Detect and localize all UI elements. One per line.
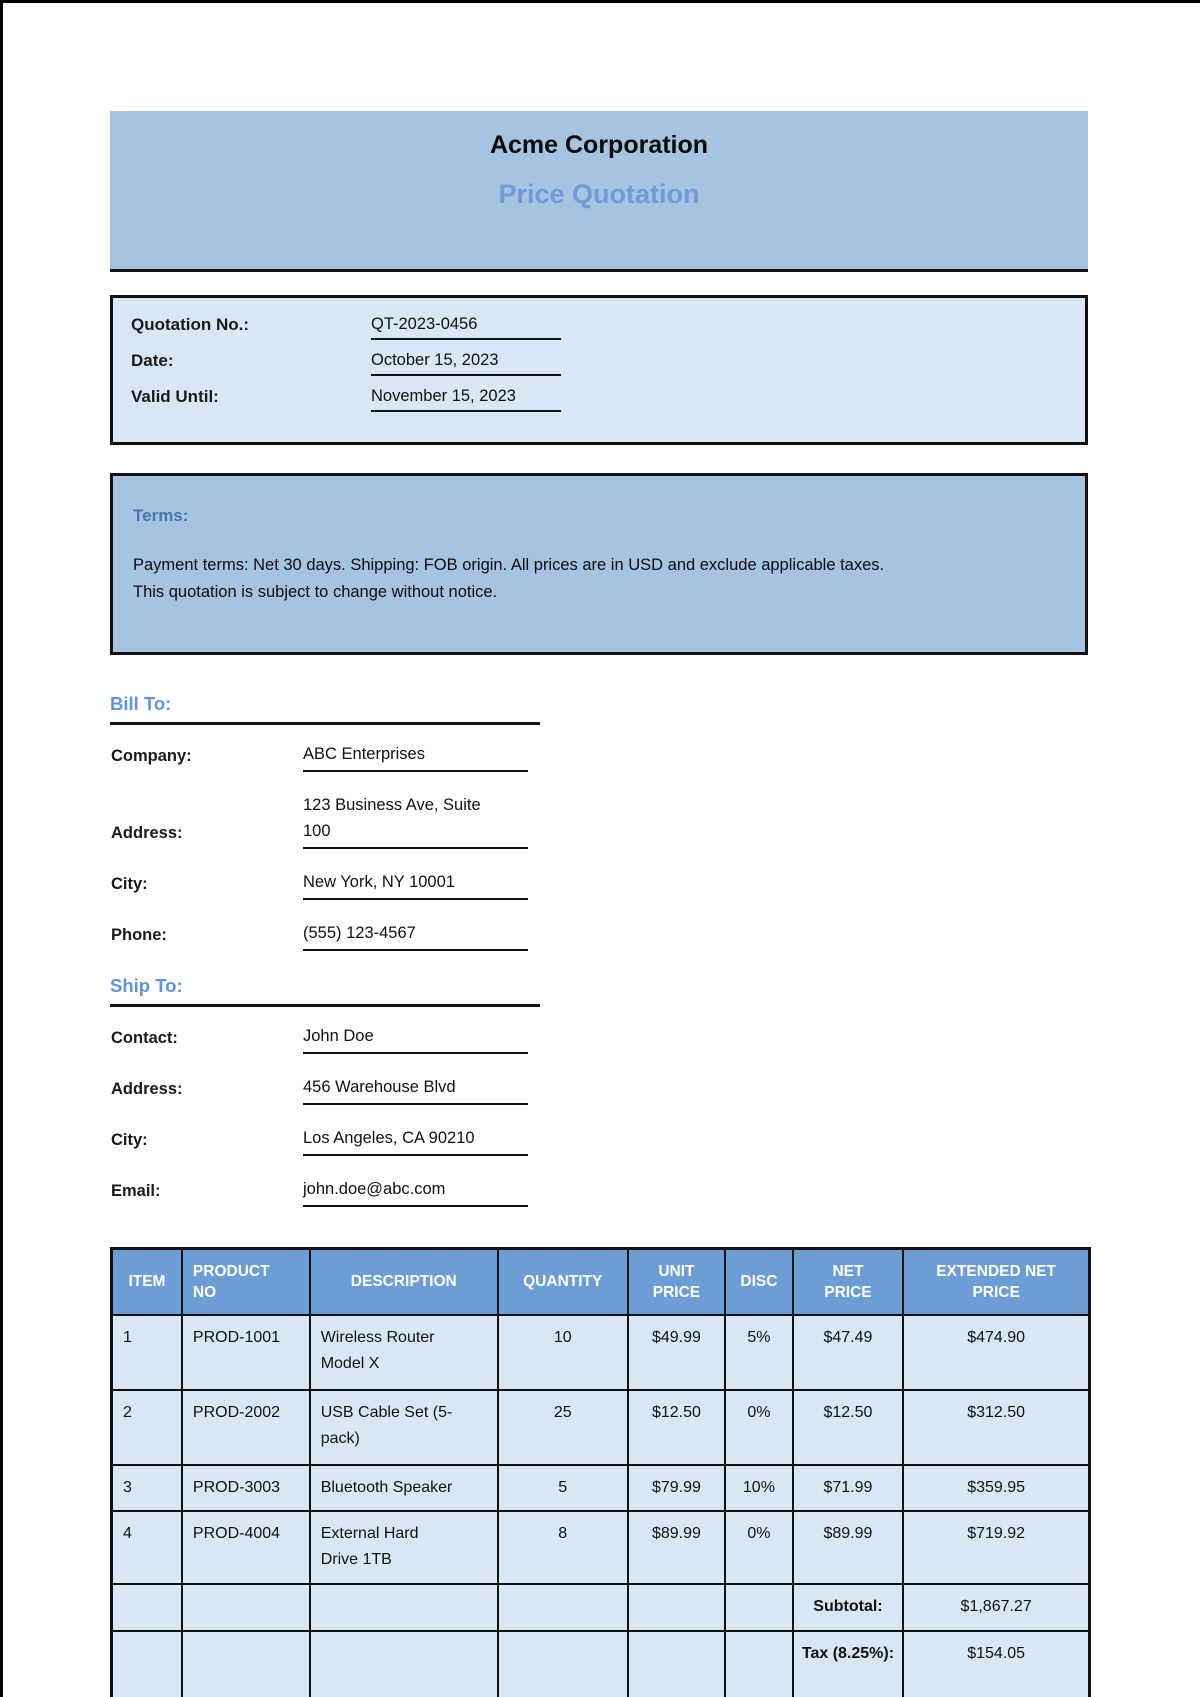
- ship-city-value: [303, 1125, 528, 1156]
- product-no-cell: PROD-2002: [182, 1390, 310, 1465]
- document-title: Price Quotation: [498, 179, 700, 209]
- bill-address-label: Address:: [111, 824, 183, 842]
- empty-cell: [725, 1631, 792, 1697]
- bill-city-text: New York, NY 10001: [303, 873, 455, 891]
- quantity-cell: 5: [498, 1465, 628, 1511]
- extended-net-price-cell: $474.90: [903, 1315, 1089, 1390]
- subtotal-value: $1,867.27: [903, 1584, 1089, 1631]
- ship-contact-label: Contact:: [111, 1029, 178, 1047]
- column-header-item: ITEM: [112, 1249, 182, 1315]
- unit-price-cell: $89.99: [628, 1511, 726, 1584]
- quotation-valid-until-row: [131, 387, 1085, 412]
- bill-address-text: 123 Business Ave, Suite 100: [303, 796, 481, 840]
- ship-email-row: [111, 1176, 1088, 1207]
- bill-to-heading: Bill To:: [110, 693, 540, 725]
- item-row-2: [112, 1390, 1090, 1465]
- empty-cell: [310, 1631, 498, 1697]
- column-header-product-no: PRODUCT NO: [182, 1249, 310, 1315]
- column-header-extended-net-price: EXTENDED NET PRICE: [903, 1249, 1089, 1315]
- bill-company-row: [111, 741, 1088, 772]
- bill-city-row: [111, 869, 1088, 900]
- header-band: [110, 111, 1088, 272]
- ship-city-label: City:: [111, 1131, 148, 1149]
- column-header-unit-price: UNIT PRICE: [628, 1249, 726, 1315]
- quotation-number-row: [131, 315, 1085, 340]
- quantity-cell: 10: [498, 1315, 628, 1390]
- tax-row: [112, 1631, 1090, 1697]
- terms-line-2: This quotation is subject to change without notice.: [133, 583, 498, 601]
- ship-email-text: john.doe@abc.com: [303, 1180, 446, 1198]
- empty-cell: [498, 1631, 628, 1697]
- item-row-4: [112, 1511, 1090, 1584]
- item-cell: 2: [112, 1390, 182, 1465]
- quotation-date-row: [131, 351, 1085, 376]
- net-price-cell: $71.99: [793, 1465, 904, 1511]
- empty-cell: [628, 1631, 726, 1697]
- bill-company-label: Company:: [111, 747, 192, 765]
- column-header-quantity: QUANTITY: [498, 1249, 628, 1315]
- item-cell: 4: [112, 1511, 182, 1584]
- bill-address-value: [303, 792, 528, 849]
- description-cell: [310, 1390, 498, 1465]
- ship-address-row: [111, 1074, 1088, 1105]
- item-row-1: [112, 1315, 1090, 1390]
- ship-contact-row: [111, 1023, 1088, 1054]
- terms-line-1: Payment terms: Net 30 days. Shipping: FOB origin. All prices are in USD and exclude applicable taxes.: [133, 556, 885, 574]
- bill-to-fields: [110, 741, 1088, 951]
- item-cell: 3: [112, 1465, 182, 1511]
- product-no-cell: PROD-3003: [182, 1465, 310, 1511]
- ship-city-text: Los Angeles, CA 90210: [303, 1129, 475, 1147]
- bill-city-label: City:: [111, 875, 148, 893]
- tax-label: Tax (8.25%):: [793, 1631, 904, 1697]
- ship-to-heading: Ship To:: [110, 975, 540, 1007]
- items-table: [110, 1247, 1091, 1697]
- unit-price-cell: $12.50: [628, 1390, 726, 1465]
- quotation-number-label: Quotation No.:: [131, 315, 250, 334]
- empty-cell: [182, 1584, 310, 1631]
- product-no-cell: PROD-1001: [182, 1315, 310, 1390]
- empty-cell: [725, 1584, 792, 1631]
- ship-address-text: 456 Warehouse Blvd: [303, 1078, 456, 1096]
- ship-email-label: Email:: [111, 1182, 161, 1200]
- terms-heading: Terms:: [133, 506, 189, 525]
- items-table-header-row: [112, 1249, 1090, 1315]
- column-header-net-price: NET PRICE: [793, 1249, 904, 1315]
- column-header-disc: DISC: [725, 1249, 792, 1315]
- empty-cell: [628, 1584, 726, 1631]
- extended-net-price-cell: $359.95: [903, 1465, 1089, 1511]
- quotation-date-label: Date:: [131, 351, 174, 370]
- disc-cell: 10%: [725, 1465, 792, 1511]
- ship-email-value: [303, 1176, 528, 1207]
- quotation-number-value: QT-2023-0456: [371, 315, 561, 340]
- bill-phone-value: [303, 920, 528, 951]
- disc-cell: 0%: [725, 1511, 792, 1584]
- description-cell: [310, 1511, 498, 1584]
- bill-address-row: [111, 792, 1088, 849]
- ship-city-row: [111, 1125, 1088, 1156]
- quotation-valid-until-label: Valid Until:: [131, 387, 219, 406]
- company-name: Acme Corporation: [489, 131, 709, 159]
- extended-net-price-cell: $312.50: [903, 1390, 1089, 1465]
- bill-phone-text: (555) 123-4567: [303, 924, 416, 942]
- subtotal-row: [112, 1584, 1090, 1631]
- description-cell: [310, 1465, 498, 1511]
- bill-company-value: [303, 741, 528, 772]
- terms-box: [110, 473, 1088, 655]
- net-price-cell: $47.49: [793, 1315, 904, 1390]
- empty-cell: [112, 1631, 182, 1697]
- subtotal-label: Subtotal:: [793, 1584, 904, 1631]
- net-price-cell: $12.50: [793, 1390, 904, 1465]
- unit-price-cell: $49.99: [628, 1315, 726, 1390]
- ship-to-fields: [110, 1023, 1088, 1207]
- disc-cell: 0%: [725, 1390, 792, 1465]
- description-text: Bluetooth Speaker: [320, 1478, 453, 1496]
- empty-cell: [112, 1584, 182, 1631]
- bill-city-value: [303, 869, 528, 900]
- quantity-cell: 8: [498, 1511, 628, 1584]
- ship-contact-value: [303, 1023, 528, 1054]
- disc-cell: 5%: [725, 1315, 792, 1390]
- description-text: USB Cable Set (5-pack): [320, 1403, 453, 1447]
- empty-cell: [182, 1631, 310, 1697]
- description-cell: [310, 1315, 498, 1390]
- empty-cell: [498, 1584, 628, 1631]
- terms-text: [133, 552, 1085, 606]
- quotation-info-box: [110, 295, 1088, 445]
- tax-value: $154.05: [903, 1631, 1089, 1697]
- bill-company-text: ABC Enterprises: [303, 745, 425, 763]
- ship-contact-text: John Doe: [303, 1027, 374, 1045]
- bill-phone-label: Phone:: [111, 926, 167, 944]
- ship-address-label: Address:: [111, 1080, 183, 1098]
- quantity-cell: 25: [498, 1390, 628, 1465]
- document-content: [110, 111, 1088, 1697]
- ship-address-value: [303, 1074, 528, 1105]
- item-cell: 1: [112, 1315, 182, 1390]
- description-text: Wireless Router Model X: [320, 1328, 435, 1372]
- quotation-date-value: October 15, 2023: [371, 351, 561, 376]
- column-header-description: DESCRIPTION: [310, 1249, 498, 1315]
- product-no-cell: PROD-4004: [182, 1511, 310, 1584]
- empty-cell: [310, 1584, 498, 1631]
- item-row-3: [112, 1465, 1090, 1511]
- bill-phone-row: [111, 920, 1088, 951]
- net-price-cell: $89.99: [793, 1511, 904, 1584]
- unit-price-cell: $79.99: [628, 1465, 726, 1511]
- quotation-valid-until-value: November 15, 2023: [371, 387, 561, 412]
- extended-net-price-cell: $719.92: [903, 1511, 1089, 1584]
- description-text: External Hard Drive 1TB: [320, 1524, 419, 1568]
